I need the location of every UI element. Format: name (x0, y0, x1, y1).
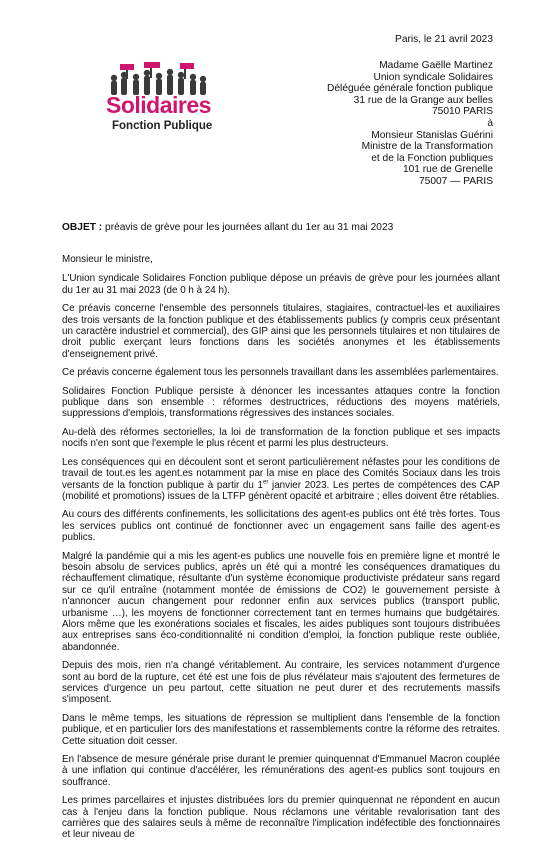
paragraph: L'Union syndicale Solidaires Fonction publique dépose un préavis de grève pour les journées allant du 1er au 31 mai 2023 (de 0 h à 24 h). (62, 273, 500, 296)
letter-body (62, 254, 500, 848)
salutation: Monsieur le ministre, (62, 254, 153, 265)
address-line: à (487, 117, 493, 129)
object-label: OBJET : (62, 222, 103, 233)
address-block (327, 60, 493, 188)
object-text: préavis de grève pour les journées allant du 1er au 31 mai 2023 (102, 222, 394, 233)
paragraph: Au-delà des réformes sectorielles, la loi de transformation de la fonction publique et ses impacts nocifs n'en sont que l'exemple le plus récent et parmi les plus destructeurs. (62, 426, 500, 450)
paragraph (62, 457, 500, 503)
address-line: Monsieur Stanislas Guérini (371, 129, 493, 141)
paragraph: En l'absence de mesure générale prise durant le premier quinquennat d'Emmanuel Macron couplée à une inflation qui continue d'accélérer, les rémunérations des agent-es publics sont toujours en souffrance. (62, 754, 500, 788)
address-line: 31 rue de la Grange aux belles (353, 94, 493, 106)
address-line: 75007 — PARIS (419, 175, 493, 187)
paragraph-part: janvier 2023. Les pertes de compétences des CAP (mobilité et promotions) issues de la LTFP génèrent opacité et arbitraire ; elles doivent être rétablies. (62, 479, 500, 502)
address-line: Madame Gaëlle Martinez (379, 60, 493, 71)
paragraph: Depuis des mois, rien n'a changé véritablement. Au contraire, les services notamment d'urgence sont au bord de la rupture, cet été est une fois de plus révélateur mais s'ajoutent des fermetures de services d'urgence un peu partout, cette situation ne peut durer et des recrutements massifs s'imposent. (62, 660, 500, 706)
address-line: Déléguée générale fonction publique (327, 83, 493, 95)
logo-wordmark: Solidaires (106, 92, 211, 118)
address-line: 75010 PARIS (432, 106, 493, 118)
solidaires-logo (100, 62, 218, 136)
address-line: 101 rue de Grenelle (402, 164, 493, 176)
paragraph: Ce préavis concerne également tous les personnels travaillant dans les assemblées parlementaires. (62, 367, 499, 379)
paragraph: Les primes parcellaires et injustes distribuées lors du premier quinquennat ne répondent en aucun cas à l'enjeu dans la fonction publique. Nous réclamons une véritable revalorisation tant des carrières que des salaires seuls à même de reconnaître l'implication indéfectible des fonctionnaires et leur niveau de (62, 795, 500, 841)
paragraph: Au cours des différents confinements, les sollicitations des agent-es publics ont été très fortes. Tous les services publics ont continué de fonctionner avec un engagement sans faille des agent-es publics. (62, 509, 500, 544)
letter-date: Paris, le 21 avril 2023 (395, 34, 493, 45)
letter-object (62, 222, 393, 234)
paragraph: Malgré la pandémie qui a mis les agent-es publics une nouvelle fois en première ligne et montré le besoin absolu de services publics, après un été qui a montré les conséquences dramatiques du réchauffement climatique, résultante d'un système économique productiviste prédateur sans regard sur ce qu'il entraîne (notamment montée de émissions de CO2) le gouvernement persiste à n'annoncer aucun changement pour redonner enfin aux services publics (transport public, urbanisme …), les moyens de fonctionner correctement tant en termes humains que budgétaires. Alors même que les exonérations sociales et fiscales, les aides publiques sont toujours distribuées aux entreprises sans éco-conditionnalité ni condition d'emploi, la fonction publique reste oubliée, abandonnée. (62, 550, 500, 653)
paragraph-part: Les conséquences qui en découlent sont et seront particulièrement néfastes pour les conditions de travail de tout.es les agent.es notamment par la mise en place des Comités Sociaux dans les trois versants de la fonction publique à partir du 1 (62, 456, 500, 491)
logo-subtitle: Fonction Publique (112, 120, 213, 132)
ordinal-superscript: er (263, 479, 269, 486)
paragraph: Solidaires Fonction Publique persiste à dénoncer les incessantes attaques contre la fonction publique dans son ensemble : réformes destructrices, réductions des moyens matériels, suppressions d'emplois, transformations régressives des instances sociales. (62, 385, 500, 420)
paragraph: Dans le même temps, les situations de répression se multiplient dans l'ensemble de la fonction publique, et en particulier lors des manifestations et rassemblements contre la réforme des retraites. Cette situation doit cesser. (62, 712, 500, 747)
address-line: Union syndicale Solidaires (373, 71, 493, 83)
paragraph: Ce préavis concerne l'ensemble des personnels titulaires, stagiaires, contractuel-les et auxiliaires des trois versants de la fonction publique et des établissements publics (y compris ceux présentant un caractère industriel et commercial), des GIP ainsi que les personnels titulaires et non titulaires de droit public exerçant leurs fonctions dans les sociétés anonymes et les établissements d'enseignement privé. (62, 303, 500, 360)
address-line: Ministre de la Transformation (361, 141, 493, 153)
address-line: et de la Fonction publiques (371, 152, 493, 164)
